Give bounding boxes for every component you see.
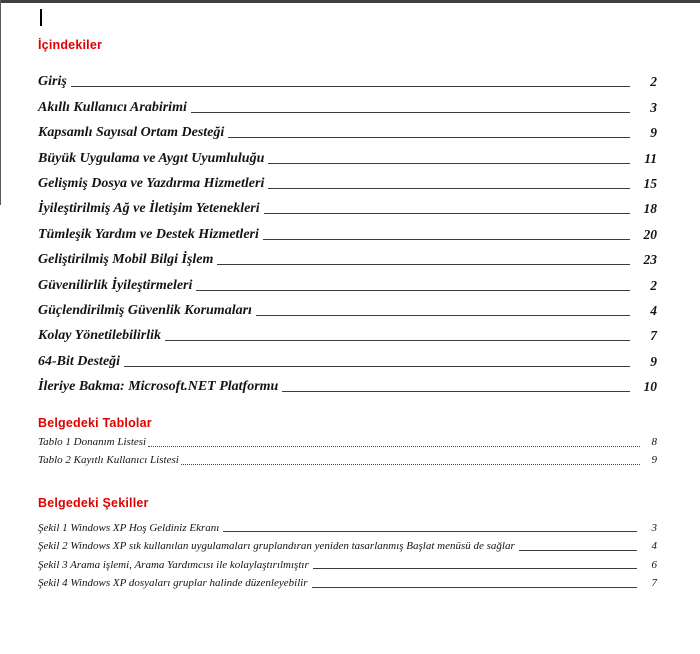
leader-line bbox=[228, 137, 630, 138]
toc-entry[interactable] bbox=[38, 65, 657, 90]
toc-entry[interactable] bbox=[38, 116, 657, 141]
toc-entry-page-number: 9 bbox=[650, 353, 657, 369]
figure-entry-title: Şekil 1 Windows XP Hoş Geldiniz Ekranı bbox=[38, 521, 220, 534]
leader-line bbox=[256, 315, 630, 316]
toc-entry[interactable] bbox=[38, 294, 657, 319]
leader-line bbox=[124, 366, 630, 367]
leader-line bbox=[268, 163, 630, 164]
toc-entry-title: Kolay Yönetilebilirlik bbox=[38, 328, 162, 344]
figure-entry-page-number: 6 bbox=[651, 558, 657, 571]
toc-entry-title: Kapsamlı Sayısal Ortam Desteği bbox=[38, 125, 225, 141]
toc-entry-title: İyileştirilmiş Ağ ve İletişim Yetenekleri bbox=[38, 201, 260, 217]
leader-line bbox=[312, 587, 637, 588]
toc-entry-page-number: 15 bbox=[643, 175, 657, 191]
figure-entry[interactable] bbox=[38, 572, 657, 591]
table-entry-title: Tablo 1 Donanım Listesi bbox=[38, 436, 147, 449]
toc-entry[interactable] bbox=[38, 344, 657, 369]
toc-entry-page-number: 20 bbox=[643, 226, 657, 242]
toc-entry-page-number: 2 bbox=[650, 74, 657, 90]
toc-entry-title: Giriş bbox=[38, 74, 67, 90]
toc-heading: İçindekiler bbox=[38, 38, 103, 52]
leader-line bbox=[282, 391, 630, 392]
leader-line bbox=[217, 264, 630, 265]
toc-entry-title: Akıllı Kullanıcı Arabirimi bbox=[38, 99, 187, 115]
document-canvas[interactable] bbox=[38, 38, 657, 590]
leader-line bbox=[148, 446, 640, 447]
figure-entry-title: Şekil 4 Windows XP dosyaları gruplar halinde düzenleyebilir bbox=[38, 577, 308, 590]
toc-entry[interactable] bbox=[38, 319, 657, 344]
leader-line bbox=[181, 464, 640, 465]
toc-entry-title: 64-Bit Desteği bbox=[38, 353, 121, 369]
toc-entry-title: Tümleşik Yardım ve Destek Hizmetleri bbox=[38, 226, 259, 242]
table-entry[interactable] bbox=[38, 431, 657, 449]
toc-entry[interactable] bbox=[38, 167, 657, 192]
figure-entry-page-number: 7 bbox=[651, 577, 657, 590]
toc-entry-title: Büyük Uygulama ve Aygıt Uyumluluğu bbox=[38, 150, 265, 166]
toc-entry[interactable] bbox=[38, 141, 657, 166]
text-cursor bbox=[40, 9, 42, 26]
figure-entry-page-number: 4 bbox=[651, 540, 657, 553]
leader-line bbox=[519, 550, 637, 551]
toc-entry[interactable] bbox=[38, 90, 657, 115]
table-entry-page-number: 9 bbox=[651, 454, 657, 467]
figure-entry[interactable] bbox=[38, 516, 657, 535]
toc-entry-page-number: 18 bbox=[643, 201, 657, 217]
leader-line bbox=[191, 112, 630, 113]
leader-line bbox=[223, 531, 637, 532]
table-entry-title: Tablo 2 Kayıtlı Kullanıcı Listesi bbox=[38, 454, 179, 467]
toc-entry-page-number: 4 bbox=[650, 302, 657, 318]
toc-entry-page-number: 7 bbox=[650, 328, 657, 344]
table-entry[interactable] bbox=[38, 449, 657, 467]
window-top-edge bbox=[0, 0, 700, 3]
figures-list bbox=[38, 516, 657, 590]
figure-entry-page-number: 3 bbox=[651, 521, 657, 534]
toc-entry-page-number: 3 bbox=[650, 99, 657, 115]
window-left-edge bbox=[0, 0, 1, 205]
toc-entry[interactable] bbox=[38, 192, 657, 217]
toc-entry-page-number: 2 bbox=[650, 277, 657, 293]
table-entry-page-number: 8 bbox=[651, 436, 657, 449]
figure-entry-title: Şekil 2 Windows XP sık kullanılan uygulamaları gruplandıran yeniden tasarlanmış Başlat menüsü de sağlar bbox=[38, 540, 515, 553]
toc-entry-title: İleriye Bakma: Microsoft.NET Platformu bbox=[38, 379, 279, 395]
tables-list bbox=[38, 431, 657, 467]
leader-line bbox=[71, 86, 630, 87]
toc-entry-page-number: 9 bbox=[650, 125, 657, 141]
leader-line bbox=[165, 340, 630, 341]
toc-entry[interactable] bbox=[38, 268, 657, 293]
leader-line bbox=[196, 290, 630, 291]
toc-entry[interactable] bbox=[38, 243, 657, 268]
toc-entry-title: Geliştirilmiş Mobil Bilgi İşlem bbox=[38, 252, 214, 268]
tables-heading: Belgedeki Tablolar bbox=[38, 416, 152, 431]
toc-entry-title: Güçlendirilmiş Güvenlik Korumaları bbox=[38, 302, 252, 318]
toc-entry-title: Güvenilirlik İyileştirmeleri bbox=[38, 277, 193, 293]
figure-entry[interactable] bbox=[38, 553, 657, 572]
toc-list bbox=[38, 65, 657, 395]
toc-entry-page-number: 11 bbox=[644, 150, 657, 166]
figures-heading: Belgedeki Şekiller bbox=[38, 496, 149, 511]
figure-entry-title: Şekil 3 Arama işlemi, Arama Yardımcısı ile kolaylaştırılmıştır bbox=[38, 558, 309, 571]
leader-line bbox=[264, 213, 630, 214]
toc-entry-page-number: 10 bbox=[643, 379, 657, 395]
leader-line bbox=[313, 568, 637, 569]
toc-entry-page-number: 23 bbox=[643, 252, 657, 268]
toc-entry-title: Gelişmiş Dosya ve Yazdırma Hizmetleri bbox=[38, 175, 265, 191]
figure-entry[interactable] bbox=[38, 535, 657, 554]
toc-entry[interactable] bbox=[38, 217, 657, 242]
leader-line bbox=[268, 188, 630, 189]
toc-entry[interactable] bbox=[38, 370, 657, 395]
leader-line bbox=[263, 239, 630, 240]
